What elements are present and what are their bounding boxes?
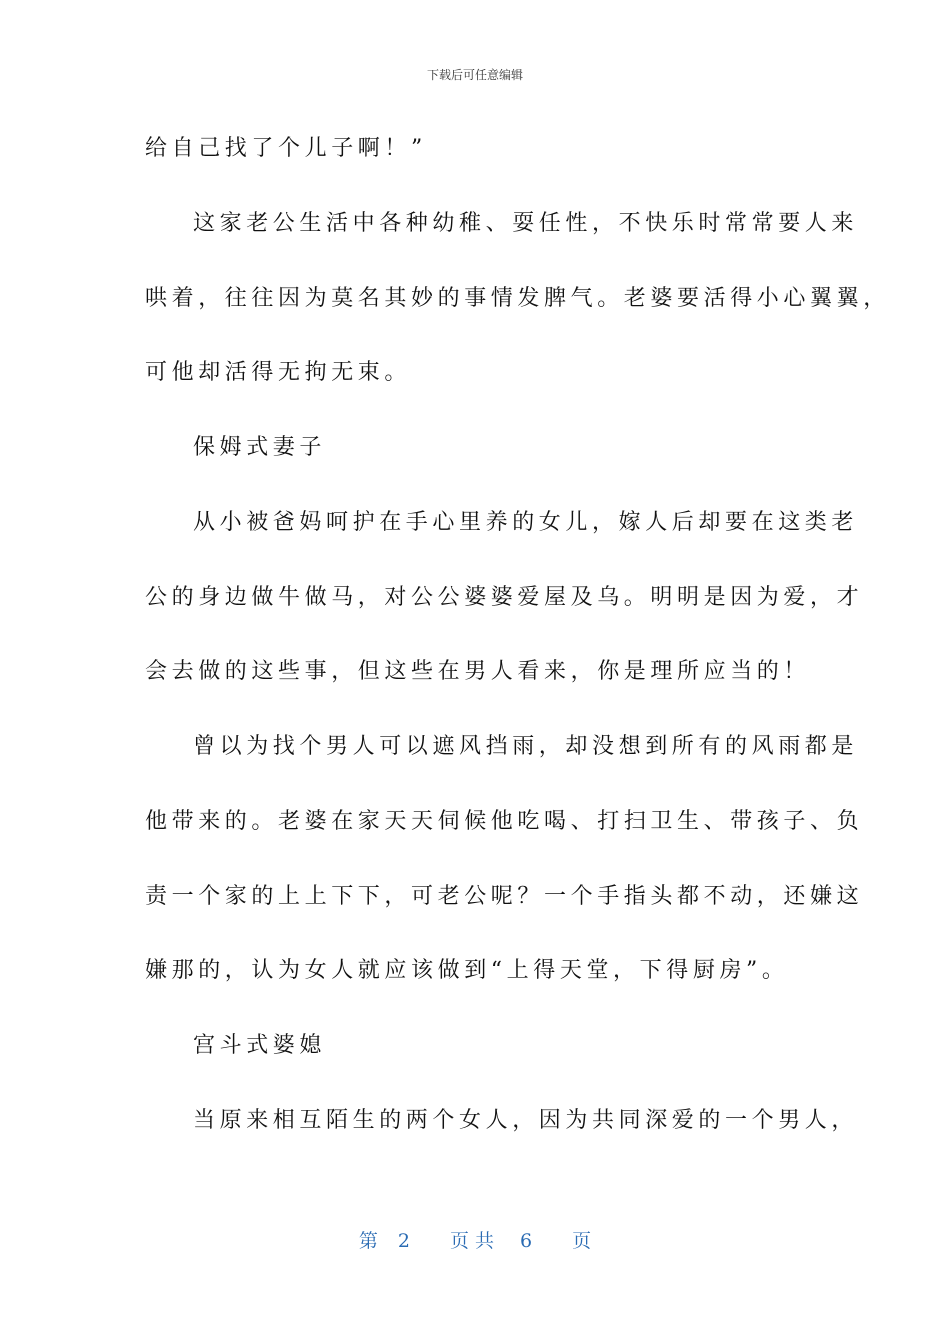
footer-prefix: 第 <box>358 1230 378 1252</box>
current-page-number: 2 <box>397 1230 410 1252</box>
footer-middle: 页共 <box>449 1230 500 1252</box>
footer-suffix: 页 <box>572 1230 592 1252</box>
text-line: 公的身边做牛做马，对公公婆婆爱屋及乌。明明是因为爱，才 <box>145 585 864 610</box>
text-line: 责一个家的上上下下，可老公呢？一个手指头都不动，还嫌这 <box>145 884 864 909</box>
text-line: 可他却活得无拘无束。 <box>145 360 412 385</box>
page-footer <box>0 1226 950 1253</box>
text-line: 从小被爸妈呵护在手心里养的女儿，嫁人后却要在这类老 <box>193 510 859 535</box>
text-line: 给自己找了个儿子啊！” <box>145 136 427 161</box>
section-heading: 宫斗式婆媳 <box>193 1033 327 1058</box>
text-line: 哄着，往往因为莫名其妙的事情发脾气。老婆要活得小心翼翼， <box>145 286 890 311</box>
total-pages-number: 6 <box>520 1230 533 1252</box>
text-line: 这家老公生活中各种幼稚、耍任性，不快乐时常常要人来 <box>193 211 859 236</box>
text-line: 当原来相互陌生的两个女人，因为共同深爱的一个男人， <box>193 1108 859 1133</box>
text-line: 他带来的。老婆在家天天伺候他吃喝、打扫卫生、带孩子、负 <box>145 809 864 834</box>
section-heading: 保姆式妻子 <box>193 435 327 460</box>
text-line: 嫌那的，认为女人就应该做到“上得天堂，下得厨房”。 <box>145 958 789 983</box>
text-line: 会去做的这些事，但这些在男人看来，你是理所应当的！ <box>145 659 811 684</box>
text-line: 曾以为找个男人可以遮风挡雨，却没想到所有的风雨都是 <box>193 734 859 759</box>
page-header-note: 下载后可任意编辑 <box>426 68 523 82</box>
